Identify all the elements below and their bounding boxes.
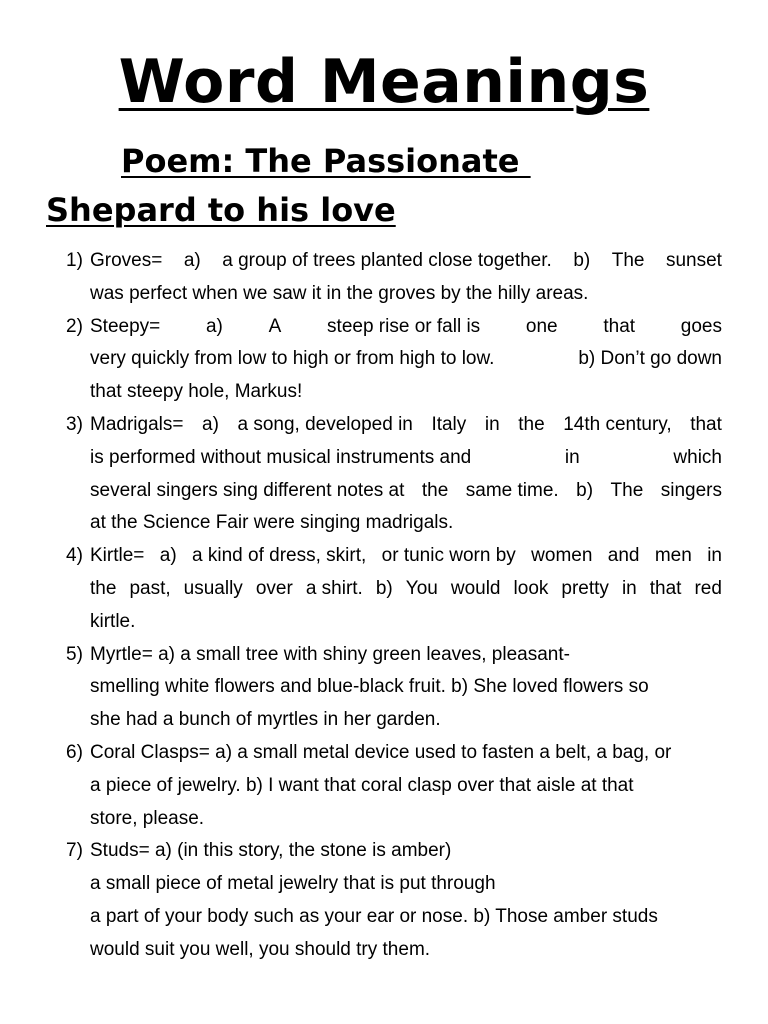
text-fragment: pretty — [561, 577, 609, 599]
text-fragment: that — [649, 577, 682, 599]
text-fragment: The — [611, 250, 645, 271]
justified-text-line — [90, 311, 722, 344]
text-line: a small piece of metal jewelry that is put through — [90, 873, 496, 895]
text-fragment: look — [513, 577, 549, 599]
text-line: smelling white flowers and blue-black fruit. b) She loved flowers so — [90, 676, 649, 698]
text-fragment: b) — [576, 479, 594, 501]
text-line: Myrtle= a) a small tree with shiny green leaves, pleasant- — [90, 643, 570, 665]
text-fragment: the — [518, 413, 545, 435]
text-line: she had a bunch of myrtles in her garden. — [90, 709, 441, 731]
text-fragment: a song, developed in — [237, 413, 413, 435]
text-fragment: a shirt. — [305, 577, 363, 599]
text-fragment: women — [531, 545, 593, 567]
word-meanings-list — [66, 245, 722, 967]
text-fragment: the — [421, 479, 449, 501]
text-line: would suit you well, you should try them. — [90, 938, 431, 960]
text-fragment: a) — [205, 315, 223, 337]
item-number: 7) — [66, 840, 83, 862]
text-fragment: b) Don’t go down — [578, 348, 722, 370]
text-line: Coral Clasps= a) a small metal device used to fasten a belt, a bag, or — [90, 741, 672, 763]
text-line: that steepy hole, Markus! — [90, 381, 303, 403]
text-fragment: in — [564, 446, 580, 468]
text-fragment: one — [525, 315, 558, 337]
text-fragment: sunset — [665, 250, 722, 271]
justified-text-line — [90, 245, 722, 278]
text-fragment: usually — [183, 577, 243, 599]
list-item — [66, 245, 722, 311]
item-number: 3) — [66, 413, 83, 435]
list-item — [66, 737, 722, 835]
text-fragment: Madrigals= — [90, 413, 184, 435]
text-line: Studs= a) (in this story, the stone is amber) — [90, 840, 452, 862]
page-title — [0, 44, 768, 120]
text-fragment: 14th century, — [563, 413, 672, 435]
text-fragment: a) — [202, 413, 219, 435]
text-line: kirtle. — [90, 610, 136, 632]
text-fragment: same time. — [465, 479, 559, 501]
list-item — [66, 639, 722, 737]
text-fragment: that — [690, 413, 722, 435]
justified-text-line — [90, 540, 722, 573]
text-fragment: goes — [680, 315, 722, 337]
justified-text-line — [90, 343, 722, 376]
text-fragment: which — [673, 446, 722, 468]
text-fragment: the — [90, 577, 117, 599]
justified-text-line — [90, 475, 722, 508]
text-line: at the Science Fair were singing madrigals. — [90, 512, 454, 534]
text-fragment: men — [654, 545, 692, 567]
text-fragment: a) — [159, 545, 177, 567]
text-fragment: Kirtle= — [90, 545, 145, 567]
item-number: 6) — [66, 741, 83, 763]
text-fragment: several singers sing different notes at — [90, 479, 405, 501]
page-title-text: Word Meanings — [118, 47, 650, 117]
text-fragment: a group of trees planted close together. — [222, 250, 552, 271]
list-item — [66, 835, 722, 966]
justified-text-line — [90, 409, 722, 442]
item-number: 4) — [66, 545, 83, 567]
text-fragment: and — [607, 545, 640, 567]
text-fragment: You — [405, 577, 438, 599]
text-fragment: past, — [129, 577, 171, 599]
text-fragment: is performed without musical instruments and — [90, 446, 472, 468]
text-fragment: b) — [573, 250, 591, 271]
justified-text-line — [90, 442, 722, 475]
list-item — [66, 311, 722, 409]
text-fragment: or tunic worn by — [381, 545, 516, 567]
text-fragment: a) — [183, 250, 201, 271]
item-number: 2) — [66, 315, 83, 337]
text-fragment: b) — [375, 577, 393, 599]
text-line: store, please. — [90, 807, 205, 829]
poem-subtitle-line-2: Shepard to his love — [46, 191, 396, 229]
list-item — [66, 409, 722, 540]
text-line: a piece of jewelry. b) I want that coral clasp over that aisle at that — [90, 774, 634, 796]
text-fragment: in — [484, 413, 500, 435]
text-fragment: over — [255, 577, 293, 599]
list-item — [66, 540, 722, 638]
poem-subtitle-line-1: Poem: The Passionate — [121, 142, 531, 180]
text-fragment: The — [610, 479, 644, 501]
text-fragment: very quickly from low to high or from high to low. — [90, 348, 495, 370]
text-fragment: Italy — [431, 413, 467, 435]
text-fragment: steep rise or fall is — [327, 315, 481, 337]
text-line: was perfect when we saw it in the groves by the hilly areas. — [90, 282, 589, 304]
text-fragment: Groves= — [90, 250, 163, 271]
justified-text-line — [90, 573, 722, 606]
text-fragment: would — [450, 577, 501, 599]
item-number: 1) — [66, 250, 83, 271]
text-fragment: singers — [660, 479, 722, 501]
text-fragment: red — [694, 577, 722, 599]
text-fragment: that — [603, 315, 636, 337]
text-fragment: A — [268, 315, 282, 337]
text-fragment: a kind of dress, skirt, — [192, 545, 367, 567]
text-fragment: in — [621, 577, 637, 599]
text-fragment: Steepy= — [90, 315, 161, 337]
text-fragment: in — [707, 545, 722, 567]
item-number: 5) — [66, 643, 83, 665]
text-line: a part of your body such as your ear or nose. b) Those amber studs — [90, 905, 658, 927]
